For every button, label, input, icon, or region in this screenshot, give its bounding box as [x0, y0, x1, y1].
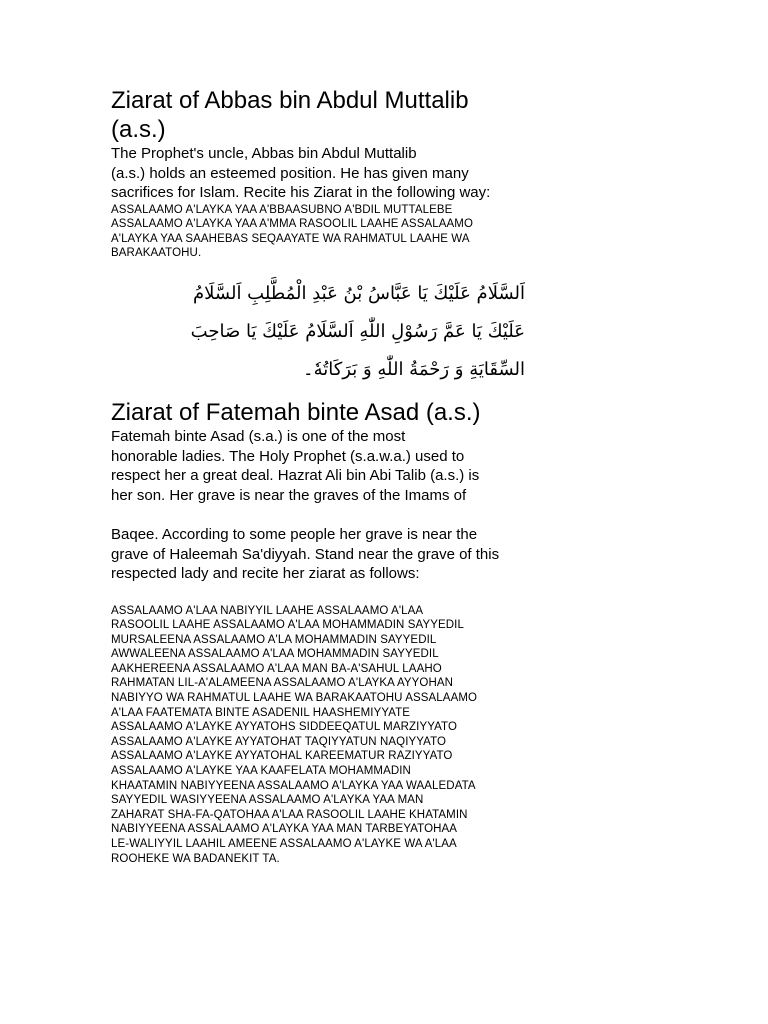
section2-transliteration — [111, 604, 521, 867]
section1-title-line2: (a.s.) — [111, 116, 166, 143]
text-line: ZAHARAT SHA-FA-QATOHAA A'LAA RASOOLIL LAAHE KHATAMIN — [111, 808, 468, 821]
text-line: respected lady and recite her ziarat as follows: — [111, 565, 420, 582]
text-line: ASSALAAMO A'LAYKA YAA A'BBAASUBNO A'BDIL MUTTALEBE — [111, 203, 453, 216]
text-line: SAYYEDIL WASIYYEENA ASSALAAMO A'LAYKA YAA MAN — [111, 794, 424, 807]
arabic-line: السِّقَايَةِ وَ رَحْمَةُ اللّٰهِ وَ بَرَكَاتُهٗ۔ — [303, 358, 525, 380]
text-line: A'LAYKA YAA SAAHEBAS SEQAAYATE WA RAHMATUL LAAHE WA — [111, 232, 470, 245]
text-line: ASSALAAMO A'LAYKE AYYATOHS SIDDEEQATUL MARZIYYATO — [111, 721, 458, 734]
document-page — [111, 86, 525, 865]
text-line: ASSALAAMO A'LAYKE AYYATOHAL KAREEMATUR RAZIYYATO — [111, 750, 453, 763]
text-line: ASSALAAMO A'LAA NABIYYIL LAAHE ASSALAAMO A'LAA — [111, 604, 424, 617]
section2 — [111, 398, 521, 866]
text-line: Fatemah binte Asad (s.a.) is one of the most — [111, 428, 406, 445]
text-line: (a.s.) holds an esteemed position. He has given many — [111, 164, 469, 182]
text-line: ASSALAAMO A'LAYKE YAA KAAFELATA MOHAMMADIN — [111, 765, 411, 778]
text-line: AAKHEREENA ASSALAAMO A'LAA MAN BA-A'SAHUL LAAHO — [111, 662, 442, 675]
text-line: her son. Her grave is near the graves of the Imams of — [111, 486, 467, 504]
section1-arabic-text — [111, 275, 525, 389]
text-line: MURSALEENA ASSALAAMO A'LA MOHAMMADIN SAYYEDIL — [111, 633, 437, 646]
text-line: KHAATAMIN NABIYYEENA ASSALAAMO A'LAYKA YAA WAALEDATA — [111, 779, 476, 792]
text-line: sacrifices for Islam. Recite his Ziarat in the following way: — [111, 184, 491, 201]
text-line: respect her a great deal. Hazrat Ali bin Abi Talib (a.s.) is — [111, 467, 480, 484]
section1-transliteration — [111, 203, 521, 261]
text-line: RAHMATAN LIL-A'ALAMEENA ASSALAAMO A'LAYKA AYYOHAN — [111, 677, 454, 690]
text-line: honorable ladies. The Holy Prophet (s.a.w.a.) used to — [111, 447, 465, 465]
text-line: A'LAA FAATEMATA BINTE ASADENIL HAASHEMIYYATE — [111, 706, 411, 719]
section2-paragraph1 — [111, 427, 521, 505]
section2-title: Ziarat of Fatemah binte Asad (a.s.) — [111, 399, 481, 426]
text-line: NABIYYO WA RAHMATUL LAAHE WA BARAKAATOHU ASSALAAMO — [111, 692, 478, 705]
text-line: BARAKAATOHU. — [111, 247, 202, 260]
arabic-line: عَلَيْكَ يَا عَمَّ رَسُوْلِ اللّٰهِ اَلسَّلَامُ عَلَيْكَ يَا صَاحِبَ — [190, 320, 525, 342]
text-line: ASSALAAMO A'LAYKE AYYATOHAT TAQIYYATUN NAQIYYATO — [111, 735, 447, 748]
text-line: RASOOLIL LAAHE ASSALAAMO A'LAA MOHAMMADIN SAYYEDIL — [111, 619, 464, 632]
text-line: Baqee. According to some people her grave is near the — [111, 526, 478, 543]
section1-title-line1: Ziarat of Abbas bin Abdul Muttalib — [111, 87, 469, 114]
text-line: The Prophet's uncle, Abbas bin Abdul Muttalib — [111, 145, 417, 162]
text-line: AWWALEENA ASSALAAMO A'LAA MOHAMMADIN SAYYEDIL — [111, 648, 439, 661]
text-line: NABIYYEENA ASSALAAMO A'LAYKA YAA MAN TARBEYATOHAA — [111, 823, 458, 836]
section1-intro — [111, 144, 521, 203]
section1-title — [111, 86, 521, 144]
text-line: grave of Haleemah Sa'diyyah. Stand near the grave of this — [111, 545, 500, 563]
text-line: LE-WALIYYIL LAAHIL AMEENE ASSALAAMO A'LAYKE WA A'LAA — [111, 838, 457, 850]
section2-paragraph2 — [111, 525, 521, 584]
text-line: ROOHEKE WA BADANEKIT TA. — [111, 852, 280, 865]
text-line: ASSALAAMO A'LAYKA YAA A'MMA RASOOLIL LAAHE ASSALAAMO — [111, 218, 473, 231]
arabic-line: اَلسَّلَامُ عَلَيْكَ يَا عَبَّاسُ بْنُ عَبْدِ الْمُطَّلِبِ اَلسَّلَامُ — [193, 282, 525, 304]
